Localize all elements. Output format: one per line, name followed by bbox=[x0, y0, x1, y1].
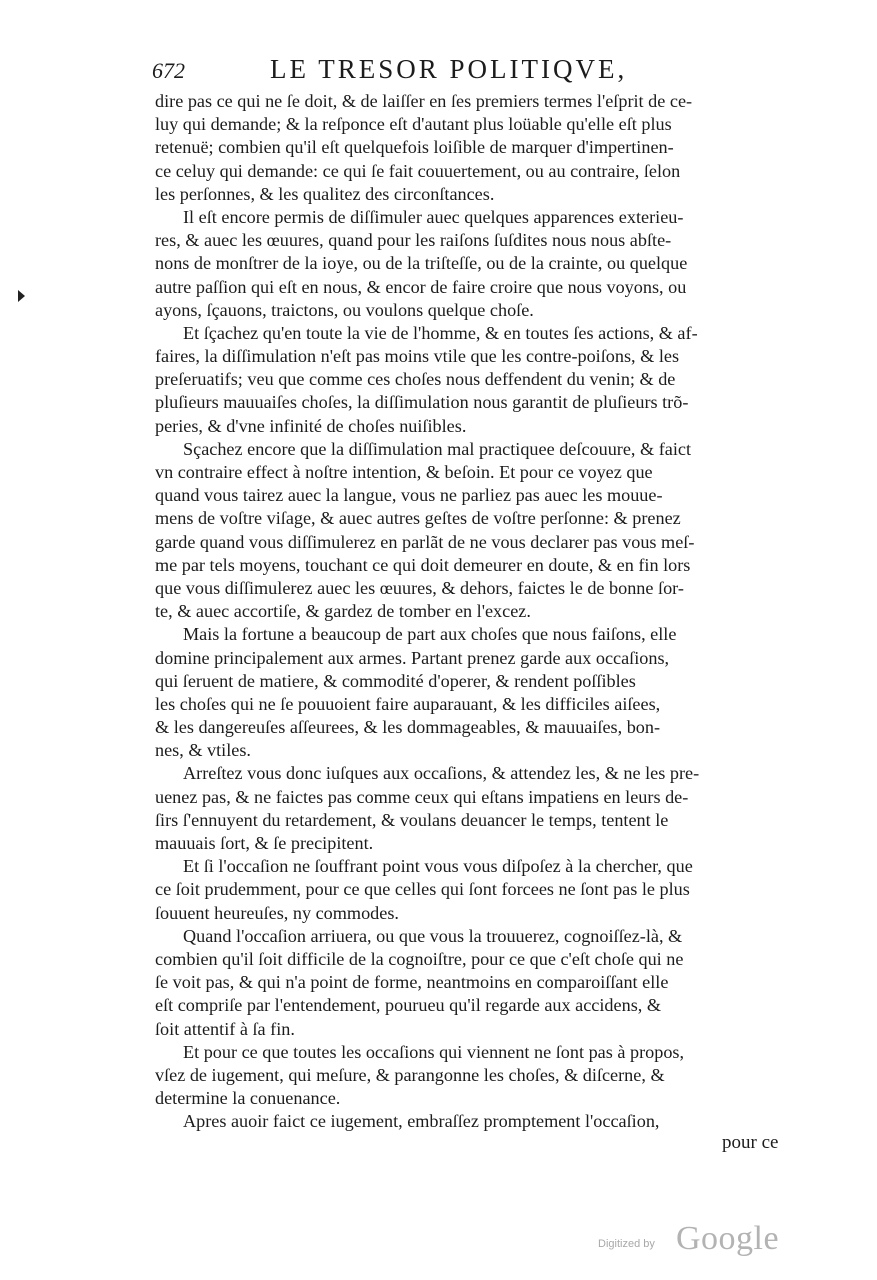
text-line: determine la conuenance. bbox=[155, 1088, 341, 1109]
text-line: mauuais ſort, & ſe precipitent. bbox=[155, 833, 374, 853]
watermark-digitized-label: Digitized by bbox=[598, 1238, 655, 1250]
text-line: autre paſſion qui eſt en nous, & encor de faire croire que nous voyons, ou bbox=[155, 276, 687, 297]
text-line: Arreſtez vous donc iuſques aux occaſions, & attendez les, & ne les pre- bbox=[183, 763, 700, 784]
text-line: que vous diſſimulerez auec les œuures, & dehors, faictes le de bonne ſor- bbox=[155, 577, 684, 598]
text-line: ce celuy qui demande: ce qui ſe fait couuertement, ou au contraire, ſelon bbox=[155, 160, 681, 181]
text-line: quand vous tairez auec la langue, vous ne parliez pas auec les mouue- bbox=[155, 485, 663, 506]
text-line: peries, & d'vne infinité de choſes nuiſibles. bbox=[155, 415, 467, 436]
digitized-by-google-watermark bbox=[598, 1220, 798, 1260]
text-line: nons de monſtrer de la ioye, ou de la triſteſſe, ou de la crainte, ou quelque bbox=[155, 253, 688, 274]
text-line: preſeruatifs; veu que comme ces choſes nous deffendent du venin; & de bbox=[155, 369, 676, 390]
text-line: & les dangereuſes aſſeurees, & les dommageables, & mauuaiſes, bon- bbox=[155, 717, 661, 738]
text-line: Apres auoir faict ce iugement, embraſſez promptement l'occaſion, bbox=[183, 1111, 660, 1132]
text-line: garde quand vous diſſimulerez en parlãt de ne vous declarer pas vous meſ- bbox=[155, 531, 695, 552]
text-line: eſt compriſe par l'entendement, pourueu qu'il regarde aux accidens, & bbox=[155, 995, 662, 1016]
text-line: res, & auec les œuures, quand pour les raiſons ſuſdites nous nous abſte- bbox=[155, 230, 672, 251]
text-line: ſouuent heureuſes, ny commodes. bbox=[155, 902, 399, 923]
text-line: dire pas ce qui ne ſe doit, & de laiſſer en ſes premiers termes l'eſprit de ce- bbox=[155, 91, 693, 111]
text-line: combien qu'il ſoit difficile de la cognoiſtre, pour ce que c'eſt choſe qui ne bbox=[155, 948, 684, 969]
text-line: vn contraire effect à noſtre intention, & beſoin. Et pour ce voyez que bbox=[155, 462, 653, 482]
text-line: Il eſt encore permis de diſſimuler auec quelques apparences exterieu- bbox=[183, 206, 684, 227]
text-line: faires, la diſſimulation n'eſt pas moins vtile que les contre-poiſons, & les bbox=[155, 346, 680, 367]
text-line: Et ſi l'occaſion ne ſouffrant point vous vous diſpoſez à la chercher, que bbox=[183, 856, 693, 877]
page-header bbox=[152, 52, 792, 88]
text-line: ayons, ſçauons, traictons, ou voulons quelque choſe. bbox=[155, 299, 534, 320]
page-number: 672 bbox=[152, 58, 185, 83]
google-logo: Google bbox=[676, 1220, 780, 1257]
text-line: domine principalement aux armes. Partant prenez garde aux occaſions, bbox=[155, 647, 670, 668]
margin-pointer-mark bbox=[18, 290, 25, 302]
text-line: retenuë; combien qu'il eſt quelquefois loiſible de marquer d'impertinen- bbox=[155, 137, 674, 158]
text-line: les choſes qui ne ſe pouuoient faire auparauant, & les difficiles aiſees, bbox=[155, 693, 661, 714]
text-line: les perſonnes, & les qualitez des circonſtances. bbox=[155, 183, 495, 204]
text-line: pluſieurs mauuaiſes choſes, la diſſimulation nous garantit de pluſieurs trõ- bbox=[155, 392, 689, 413]
text-line: ce ſoit prudemment, pour ce que celles qui ſont forcees ne ſont pas le plus bbox=[155, 879, 690, 900]
text-line: Et ſçachez qu'en toute la vie de l'homme, & en toutes ſes actions, & af- bbox=[183, 322, 698, 343]
text-line: Sçachez encore que la diſſimulation mal practiquee deſcouure, & faict bbox=[183, 438, 692, 459]
text-line: Mais la fortune a beaucoup de part aux choſes que nous faiſons, elle bbox=[183, 624, 677, 645]
catchword: pour ce bbox=[722, 1132, 779, 1153]
text-line: ſirs ſ'ennuyent du retardement, & voulans deuancer le temps, tentent le bbox=[155, 809, 669, 830]
text-line: ſe voit pas, & qui n'a point de forme, neantmoins en comparoiſſant elle bbox=[155, 972, 669, 993]
running-title: LE TRESOR POLITIQVE, bbox=[270, 54, 628, 84]
text-line: Et pour ce que toutes les occaſions qui viennent ne ſont pas à propos, bbox=[183, 1041, 685, 1062]
body-text bbox=[155, 90, 795, 1133]
text-line: vſez de iugement, qui meſure, & parangonne les choſes, & diſcerne, & bbox=[155, 1064, 665, 1085]
text-line: mens de voſtre viſage, & auec autres geſtes de voſtre perſonne: & prenez bbox=[155, 508, 681, 529]
text-line: ſoit attentif à ſa fin. bbox=[155, 1018, 295, 1039]
text-line: qui ſeruent de matiere, & commodité d'operer, & rendent poſſibles bbox=[155, 670, 636, 691]
text-line: luy qui demande; & la reſponce eſt d'autant plus loüable qu'elle eſt plus bbox=[155, 114, 672, 135]
text-line: te, & auec accortiſe, & gardez de tomber en l'excez. bbox=[155, 601, 531, 622]
text-line: Quand l'occaſion arriuera, ou que vous la trouuerez, cognoiſſez-là, & bbox=[183, 925, 683, 946]
text-line: uenez pas, & ne faictes pas comme ceux qui eſtans impatiens en leurs de- bbox=[155, 786, 689, 807]
text-line: nes, & vtiles. bbox=[155, 740, 251, 761]
text-line: me par tels moyens, touchant ce qui doit demeurer en doute, & en fin lors bbox=[155, 554, 691, 575]
